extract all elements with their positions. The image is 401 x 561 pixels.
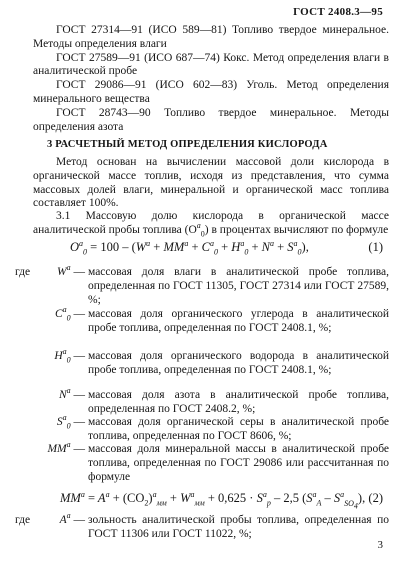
definition-symbol: $MM^a$ — — [47, 440, 85, 455]
formula-2-expression: $MM^a = A^a + (CO_2)^a_{мм} + W^a_{мм} + 0,625 \cdot S^a_p - 2,5$ $(S^a_A - S^a_{SO_4})$, — [60, 489, 366, 511]
formula-1-number: (1) — [368, 240, 383, 254]
where-label: где — [15, 266, 31, 278]
standard-header: ГОСТ 2408.3—95 — [293, 6, 383, 18]
definition-text: зольность аналитической пробы топлива, определенная по ГОСТ 11306 или ГОСТ 11022, %; — [88, 514, 389, 540]
formula-1-expression: $O^a_0 = 100 - (W^a + MM^a + C^a_0 + H^a_0 + N^a + S^a_0)$, — [70, 238, 309, 257]
definition-text: массовая доля азота в аналитической пробе топлива, определенная по ГОСТ 2408.2, %; — [88, 389, 389, 415]
clause-paragraph — [33, 210, 389, 238]
definition-text: массовая доля влаги в аналитической пробе топлива, определенная по ГОСТ 11305, ГОСТ 27314 или ГОСТ 27589, %; — [88, 266, 389, 306]
definition-text: массовая доля органической серы в аналитической пробе топлива, определенная по ГОСТ 8606, %; — [88, 416, 389, 442]
reference-item: ГОСТ 27314—91 (ИСО 589—81) Топливо твердое минеральное. Методы определения влаги — [33, 24, 389, 50]
reference-item: ГОСТ 27589—91 (ИСО 687—74) Кокс. Метод определения влаги в аналитической пробе — [33, 51, 389, 78]
definition-symbol: $S^a_0$ — — [56, 413, 85, 431]
definition-symbol: $N^a$ — — [58, 386, 85, 401]
definition-text: массовая доля минеральной массы в аналитической пробе топлива, определенная по ГОСТ 29086 или рассчитанная по формуле — [88, 443, 389, 483]
intro-paragraph — [33, 156, 389, 211]
page-number: 3 — [377, 539, 383, 551]
formula-2-number: (2) — [368, 491, 383, 505]
definition-text: массовая доля органического водорода в аналитической пробе топлива, определенная по ГОСТ 2408.1, %; — [88, 350, 389, 376]
reference-list — [33, 24, 389, 134]
definition-symbol: $C^a_0$ — — [54, 305, 85, 323]
definition-symbol: $A^a$ — — [59, 511, 85, 526]
reference-item: ГОСТ 28743—90 Топливо твердое минеральное. Методы определения азота — [33, 106, 389, 133]
reference-item: ГОСТ 29086—91 (ИСО 602—83) Уголь. Метод определения минерального вещества — [33, 79, 389, 105]
definition-symbol: $H^a_0$ — — [54, 347, 85, 365]
where-label: где — [15, 514, 31, 526]
intro-text: Метод основан на вычислении массовой доли кислорода в органической массе топлив, исходя из представления, что сумма массовых долей влаги, минеральной и органической масс топлива составляет 100%. — [33, 156, 389, 210]
definition-text: массовая доля органического углерода в аналитической пробе топлива, определенная по ГОСТ 2408.1, %; — [88, 308, 389, 334]
clause-text: 3.1 Массовую долю кислорода в органической массе аналитической пробы топлива $(O^a_0)$ в процентах вычисляют по формуле — [33, 210, 389, 239]
definition-symbol: $W^a$ — — [57, 263, 85, 278]
section-title: 3 РАСЧЕТНЫЙ МЕТОД ОПРЕДЕЛЕНИЯ КИСЛОРОДА — [47, 139, 328, 150]
